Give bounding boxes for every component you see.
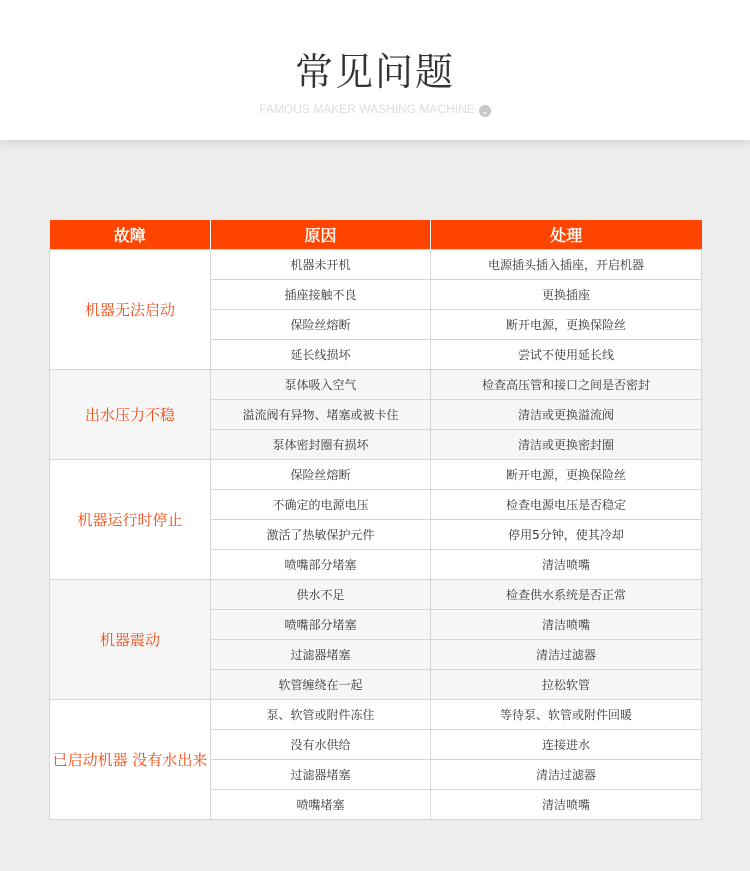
solution-cell: 电源插头插入插座，开启机器 <box>431 250 702 280</box>
solution-cell: 等待泵、软管或附件回暖 <box>431 700 702 730</box>
solution-cell: 拉松软管 <box>431 670 702 700</box>
solution-cell: 清洁喷嘴 <box>431 550 702 580</box>
solution-cell: 清洁喷嘴 <box>431 790 702 820</box>
cause-cell: 过滤器堵塞 <box>211 760 431 790</box>
solution-cell: 检查供水系统是否正常 <box>431 580 702 610</box>
solution-cell: 连接进水 <box>431 730 702 760</box>
solution-cell: 尝试不使用延长线 <box>431 340 702 370</box>
cause-cell: 没有水供给 <box>211 730 431 760</box>
cause-cell: 保险丝熔断 <box>211 310 431 340</box>
solution-cell: 断开电源，更换保险丝 <box>431 460 702 490</box>
cause-cell: 喷嘴部分堵塞 <box>211 550 431 580</box>
cause-cell: 溢流阀有异物、堵塞或被卡住 <box>211 400 431 430</box>
cause-cell: 过滤器堵塞 <box>211 640 431 670</box>
table-row <box>50 250 702 280</box>
column-header-cause: 原因 <box>211 220 431 250</box>
cause-cell: 供水不足 <box>211 580 431 610</box>
solution-cell: 停用5分钟，使其冷却 <box>431 520 702 550</box>
cause-cell: 延长线损坏 <box>211 340 431 370</box>
table-row <box>50 460 702 490</box>
cause-cell: 泵、软管或附件冻住 <box>211 700 431 730</box>
page-subtitle <box>0 102 750 117</box>
chevron-down-icon: ⌄ <box>479 105 491 117</box>
column-header-fault: 故障 <box>50 220 211 250</box>
page-title: 常见问题 <box>294 50 455 94</box>
solution-cell: 清洁或更换密封圈 <box>431 430 702 460</box>
cause-cell: 不确定的电源电压 <box>211 490 431 520</box>
fault-cell: 已启动机器 没有水出来 <box>50 700 211 820</box>
solution-cell: 检查高压管和接口之间是否密封 <box>431 370 702 400</box>
cause-cell: 保险丝熔断 <box>211 460 431 490</box>
fault-cell: 机器震动 <box>50 580 211 700</box>
solution-cell: 清洁或更换溢流阀 <box>431 400 702 430</box>
solution-cell: 清洁喷嘴 <box>431 610 702 640</box>
cause-cell: 软管缠绕在一起 <box>211 670 431 700</box>
subtitle-text: FAMOUS MAKER WASHING MACHINE <box>259 102 475 116</box>
table-row <box>50 580 702 610</box>
table-row <box>50 370 702 400</box>
solution-cell: 检查电源电压是否稳定 <box>431 490 702 520</box>
solution-cell: 清洁过滤器 <box>431 760 702 790</box>
cause-cell: 喷嘴堵塞 <box>211 790 431 820</box>
solution-cell: 断开电源，更换保险丝 <box>431 310 702 340</box>
column-header-solution: 处理 <box>431 220 702 250</box>
cause-cell: 喷嘴部分堵塞 <box>211 610 431 640</box>
fault-cell: 出水压力不稳 <box>50 370 211 460</box>
cause-cell: 泵体吸入空气 <box>211 370 431 400</box>
faq-table <box>49 220 702 820</box>
cause-cell: 机器未开机 <box>211 250 431 280</box>
cause-cell: 激活了热敏保护元件 <box>211 520 431 550</box>
header-banner <box>0 0 750 140</box>
table-row <box>50 700 702 730</box>
solution-cell: 更换插座 <box>431 280 702 310</box>
table-header-row <box>50 220 702 250</box>
solution-cell: 清洁过滤器 <box>431 640 702 670</box>
fault-cell: 机器运行时停止 <box>50 460 211 580</box>
fault-cell: 机器无法启动 <box>50 250 211 370</box>
cause-cell: 插座接触不良 <box>211 280 431 310</box>
cause-cell: 泵体密封圈有损坏 <box>211 430 431 460</box>
